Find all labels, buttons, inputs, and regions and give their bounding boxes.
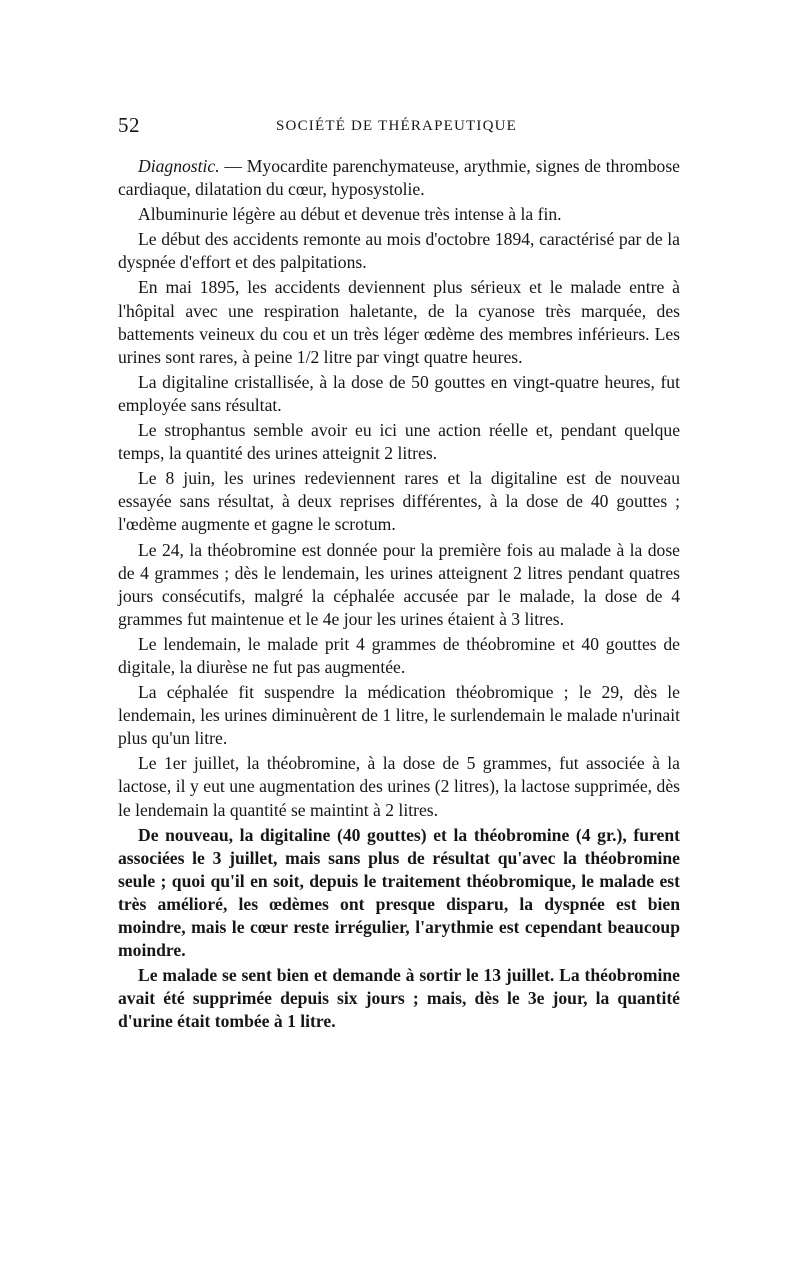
page-number: 52 [118,113,140,137]
page-header [118,113,680,143]
paragraph-mai-1895: En mai 1895, les accidents deviennent plus sérieux et le malade entre à l'hôpital avec une respiration haletante, de la cyanose très marquée, des battements veineux du cou et un très léger œdème des membres inférieurs. Les urines sont rares, à peine 1/2 litre par vingt quatre heures. [118,277,680,367]
paragraph-sortie: Le malade se sent bien et demande à sortir le 13 juillet. La théobromine avait été supprimée depuis six jours ; mais, dès le 3e jour, la quantité d'urine était tombée à 1 litre. [118,965,680,1032]
body-text [118,155,680,1035]
paragraph-debut-accidents: Le début des accidents remonte au mois d'octobre 1894, caractérisé par de la dyspnée d'effort et des palpitations. [118,229,680,273]
paragraph-le-24: Le 24, la théobromine est donnée pour la première fois au malade à la dose de 4 grammes ; dès le lendemain, les urines atteignent 2 litres pendant quatres jours consécutifs, malgré la céphalée accusée par le malade, la dose de 4 grammes fut maintenue et le 4e jour les urines étaient à 3 litres. [118,539,680,629]
paragraph-digitaline: La digitaline cristallisée, à la dose de 50 gouttes en vingt-quatre heures, fut employée sans résultat. [118,371,680,415]
paragraph-text: — Myocardite parenchymateuse, arythmie, signes de thrombose cardiaque, dilatation du cœur, hyposystolie. [118,156,680,200]
paragraph-diagnostic [118,155,680,201]
diagnostic-lead: Diagnostic. [138,156,220,176]
paragraph-8-juin: Le 8 juin, les urines redeviennent rares et la digitaline est de nouveau essayée sans résultat, à deux reprises différentes, à la dose de 40 gouttes ; l'œdème augmente et gagne le scrotum. [118,468,680,535]
paragraph-1er-juillet: Le 1er juillet, la théobromine, à la dose de 5 grammes, fut associée à la lactose, il y eut une augmentation des urines (2 litres), la lactose supprimée, dès le lendemain la quantité se maintint à 2 litres. [118,753,680,820]
paragraph-strophantus: Le strophantus semble avoir eu ici une action réelle et, pendant quelque temps, la quantité des urines atteignit 2 litres. [118,420,680,464]
paragraph-lendemain: Le lendemain, le malade prit 4 grammes de théobromine et 40 gouttes de digitale, la diurèse ne fut pas augmentée. [118,633,680,677]
paragraph-cephalee: La céphalée fit suspendre la médication théobromique ; le 29, dès le lendemain, les urines diminuèrent de 1 litre, le surlendemain le malade n'urinait plus qu'un litre. [118,682,680,749]
running-title: SOCIÉTÉ DE THÉRAPEUTIQUE [276,118,518,134]
paragraph-de-nouveau: De nouveau, la digitaline (40 gouttes) et la théobromine (4 gr.), furent associées le 3 juillet, mais sans plus de résultat qu'avec la théobromine seule ; quoi qu'il en soit, depuis le traitement théobromique, le malade est très amélioré, les œdèmes ont presque disparu, la dyspnée est bien moindre, mais le cœur reste irrégulier, l'arythmie est cependant beaucoup moindre. [118,824,680,961]
paragraph-albuminurie: Albuminurie légère au début et devenue très intense à la fin. [138,204,562,225]
